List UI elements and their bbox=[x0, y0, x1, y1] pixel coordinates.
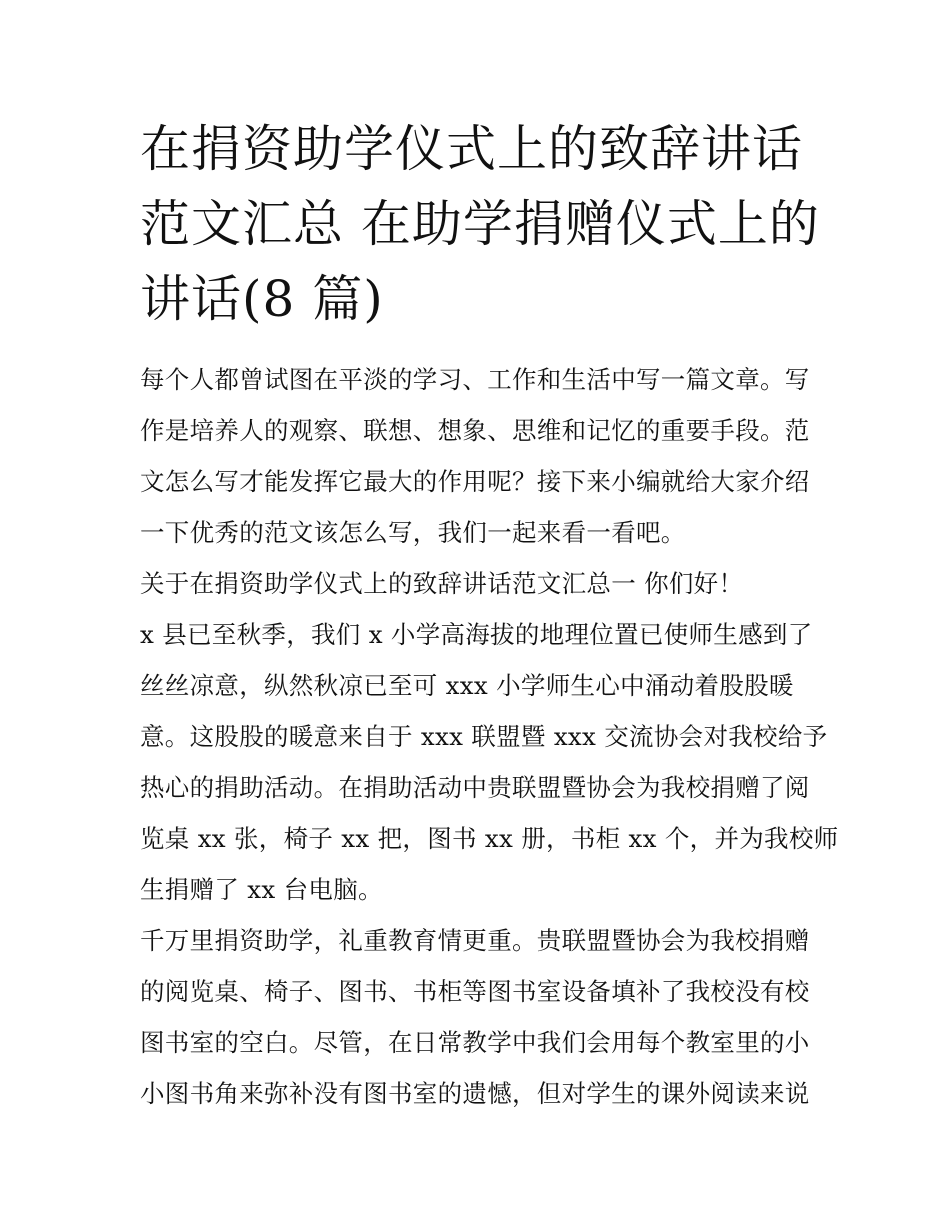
body-line: 热心的捐助活动。在捐助活动中贵联盟暨协会为我校捐赠了阅 bbox=[140, 773, 810, 802]
body-line: 一下优秀的范文该怎么写，我们一起来看一看吧。 bbox=[140, 518, 686, 547]
body-line: 丝丝凉意，纵然秋凉已至可 xxx 小学师生心中涌动着股股暖 bbox=[140, 671, 794, 700]
body-line: 文怎么写才能发挥它最大的作用呢？接下来小编就给大家介绍 bbox=[140, 467, 810, 496]
body-line: 意。这股股的暖意来自于 xxx 联盟暨 xxx 交流协会对我校给予 bbox=[140, 722, 828, 751]
body-line: x 县已至秋季，我们 x 小学高海拔的地理位置已使师生感到了 bbox=[140, 620, 813, 649]
body-line: 图书室的空白。尽管，在日常教学中我们会用每个教室里的小 bbox=[140, 1028, 810, 1057]
title-line: 讲话(8 篇) bbox=[140, 270, 384, 328]
document-body bbox=[140, 354, 839, 1119]
body-line: 关于在捐资助学仪式上的致辞讲话范文汇总一 你们好！ bbox=[140, 569, 744, 598]
body-line: 生捐赠了 xx 台电脑。 bbox=[140, 875, 383, 904]
body-line: 的阅览桌、椅子、图书、书柜等图书室设备填补了我校没有校 bbox=[140, 977, 810, 1006]
body-line: 作是培养人的观察、联想、想象、思维和记忆的重要手段。范 bbox=[140, 416, 810, 445]
document-title bbox=[140, 112, 820, 337]
body-line: 览桌 xx 张，椅子 xx 把，图书 xx 册，书柜 xx 个，并为我校师 bbox=[140, 824, 839, 853]
title-line: 范文汇总 在助学捐赠仪式上的 bbox=[140, 195, 820, 253]
body-line: 千万里捐资助学，礼重教育情更重。贵联盟暨协会为我校捐赠 bbox=[140, 926, 810, 955]
body-line: 每个人都曾试图在平淡的学习、工作和生活中写一篇文章。写 bbox=[140, 365, 810, 394]
body-line: 小图书角来弥补没有图书室的遗憾，但对学生的课外阅读来说 bbox=[140, 1079, 810, 1108]
title-line: 在捐资助学仪式上的致辞讲话 bbox=[140, 120, 803, 178]
